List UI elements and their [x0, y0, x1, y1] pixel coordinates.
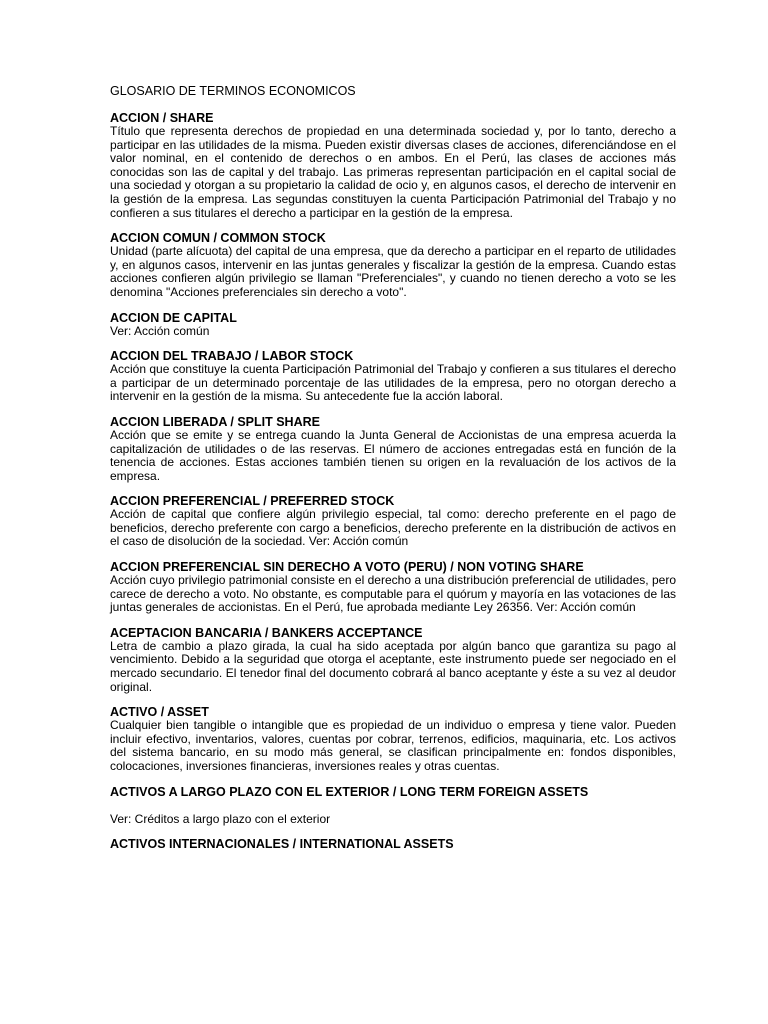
glossary-entry: [110, 111, 676, 220]
glossary-entry: [110, 837, 676, 851]
entry-term: ACCION LIBERADA / SPLIT SHARE: [110, 414, 320, 429]
entry-definition: Letra de cambio a plazo girada, la cual ha sido aceptada por algún banco que garantiza su pago al vencimiento. Debido a la seguridad que otorga el aceptante, este instrumento puede ser negociado en el mercado secundario. El tenedor final del documento cobrará al banco aceptante y éste a su vez al deudor original.: [110, 638, 676, 694]
entry-definition: Título que representa derechos de propiedad en una determinada sociedad y, por lo tanto, derecho a participar en las utilidades de la misma. Pueden existir diversas clases de acciones, diferenciándose en el valor nominal, en el contenido de derechos o en ambos. En el Perú, las clases de acciones más conocidas son las de capital y del trabajo. Las primeras representan participación en el capital social de una sociedad y otorgan a su propietario la calidad de ocio y, en algunos casos, el derecho de intervenir en la gestión de la empresa. Las segundas constituyen la cuenta Participación Patrimonial del Trabajo y no confieren a sus titulares el derecho a participar en la gestión de la empresa.: [110, 124, 676, 220]
entry-term: ACCION PREFERENCIAL / PREFERRED STOCK: [110, 494, 395, 509]
glossary-entry: [110, 560, 676, 615]
entry-definition: Acción cuyo privilegio patrimonial consiste en el derecho a una distribución preferencial de utilidades, pero carece de derecho a voto. No obstante, es computable para el quórum y mayoría en las votaciones de las juntas generales de accionistas. En el Perú, fue aprobada mediante Ley 26356. Ver: Acción común: [110, 573, 676, 615]
entry-definition: Unidad (parte alícuota) del capital de una empresa, que da derecho a participar en el reparto de utilidades y, en algunos casos, intervenir en las juntas generales y fiscalizar la gestión de la empresa. Cuando estas acciones confieren algún privilegio se llaman "Preferenciales", y cuando no tienen derecho a voto se les denomina "Acciones preferenciales sin derecho a voto".: [110, 244, 676, 299]
entry-definition: Acción de capital que confiere algún privilegio especial, tal como: derecho preferente en el pago de beneficios, derecho preferente con cargo a beneficios, derecho preferente en la distribución de activos en el caso de disolución de la sociedad. Ver: Acción común: [110, 507, 676, 549]
entry-definition: Ver: Créditos a largo plazo con el exterior: [110, 811, 331, 826]
entry-definition: Ver: Acción común: [110, 323, 210, 338]
entry-definition: Acción que constituye la cuenta Participación Patrimonial del Trabajo y confieren a sus titulares el derecho a participar de un determinado porcentaje de las utilidades de la empresa, pero no otorgan derecho a intervenir en la gestión de la misma. Su antecedente fue la acción laboral.: [110, 362, 676, 404]
entry-term: ACCION COMUN / COMMON STOCK: [110, 231, 326, 246]
entry-term: ACCION DEL TRABAJO / LABOR STOCK: [110, 349, 354, 364]
entry-term: ACEPTACION BANCARIA / BANKERS ACCEPTANCE: [110, 625, 423, 640]
glossary-entry: [110, 415, 676, 483]
glossary-entry: [110, 494, 676, 549]
glossary-entry: [110, 349, 676, 404]
glossary-entry: [110, 705, 676, 773]
entry-term: ACTIVO / ASSET: [110, 705, 209, 720]
entry-definition: Acción que se emite y se entrega cuando la Junta General de Accionistas de una empresa acuerda la capitalización de utilidades o de las reservas. El número de acciones entregadas está en función de la tenencia de acciones. Estas acciones también tienen su origen en la revaluación de los activos de la empresa.: [110, 427, 676, 483]
entry-term: ACCION DE CAPITAL: [110, 310, 237, 325]
entry-term: ACTIVOS INTERNACIONALES / INTERNATIONAL ASSETS: [110, 837, 454, 852]
entry-definition: Cualquier bien tangible o intangible que es propiedad de un individuo o empresa y tiene valor. Pueden incluir efectivo, inventarios, valores, cuentas por cobrar, terrenos, edificios, maquinaria, etc. Los activos del sistema bancario, en su modo más general, se clasifican principalmente en: fondos disponibles, colocaciones, inversiones financieras, inversiones reales y otras cuentas.: [110, 718, 676, 773]
glossary-entry: [110, 311, 676, 339]
glossary-entry: [110, 231, 676, 299]
glossary-entry: [110, 785, 676, 827]
glossary-entry: [110, 626, 676, 694]
entry-term: ACCION / SHARE: [110, 111, 214, 125]
entry-term: ACCION PREFERENCIAL SIN DERECHO A VOTO (PERU) / NON VOTING SHARE: [110, 560, 584, 575]
entry-term: ACTIVOS A LARGO PLAZO CON EL EXTERIOR / LONG TERM FOREIGN ASSETS: [110, 784, 589, 799]
document-title: GLOSARIO DE TERMINOS ECONOMICOS: [110, 84, 356, 98]
